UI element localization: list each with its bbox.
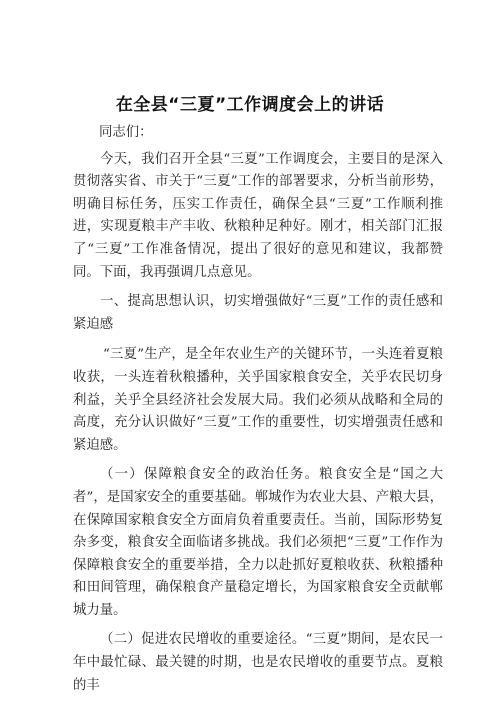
- paragraph-subsection-2: （二）促进农民增收的重要途径。“三夏”期间，是农民一年中最忙碌、最关键的时期，也是农民增收的重要节点。夏粮的丰: [73, 632, 443, 693]
- paragraph-intro: 今天，我们召开全县“三夏”工作调度会，主要目的是深入贯彻落实省、市关于“三夏”工作的部署要求，分析当前形势，明确目标任务，压实工作责任，确保全县“三夏”工作顺利推进，实现夏粮丰产丰收、秋粮种足种好。刚才，相关部门汇报了“三夏”工作准备情况，提出了很好的意见和建议，我都赞同。下面，我再强调几点意见。: [73, 151, 443, 280]
- document-body: [73, 122, 443, 704]
- salutation: 同志们：: [99, 125, 153, 140]
- paragraph-subsection-1: （一）保障粮食安全的政治任务。粮食安全是“国之大者”，是国家安全的重要基础。郸城作为农业大县、产粮大县，在保障国家粮食安全方面肩负着重要责任。当前，国际形势复杂多变，粮食安全面临诸多挑战。我们必须把“三夏”工作作为保障粮食安全的重要举措，全力以赴抓好夏粮收获、秋粮播种和田间管理，确保粮食产量稳定增长，为国家粮食安全贡献郸城力量。: [73, 467, 443, 618]
- paragraph-section-1: “三夏”生产，是全年农业生产的关键环节，一头连着夏粮收获，一头连着秋粮播种，关乎国家粮食安全，关乎农民切身利益，关乎全县经济社会发展大局。我们必须从战略和全局的高度，充分认识做好“三夏”工作的重要性，切实增强责任感和紧迫感。: [73, 347, 443, 453]
- section-heading-1: 一、提高思想认识，切实增强做好“三夏”工作的责任感和紧迫感: [73, 294, 443, 332]
- document-title: 在全县“三夏”工作调度会上的讲话: [115, 95, 385, 115]
